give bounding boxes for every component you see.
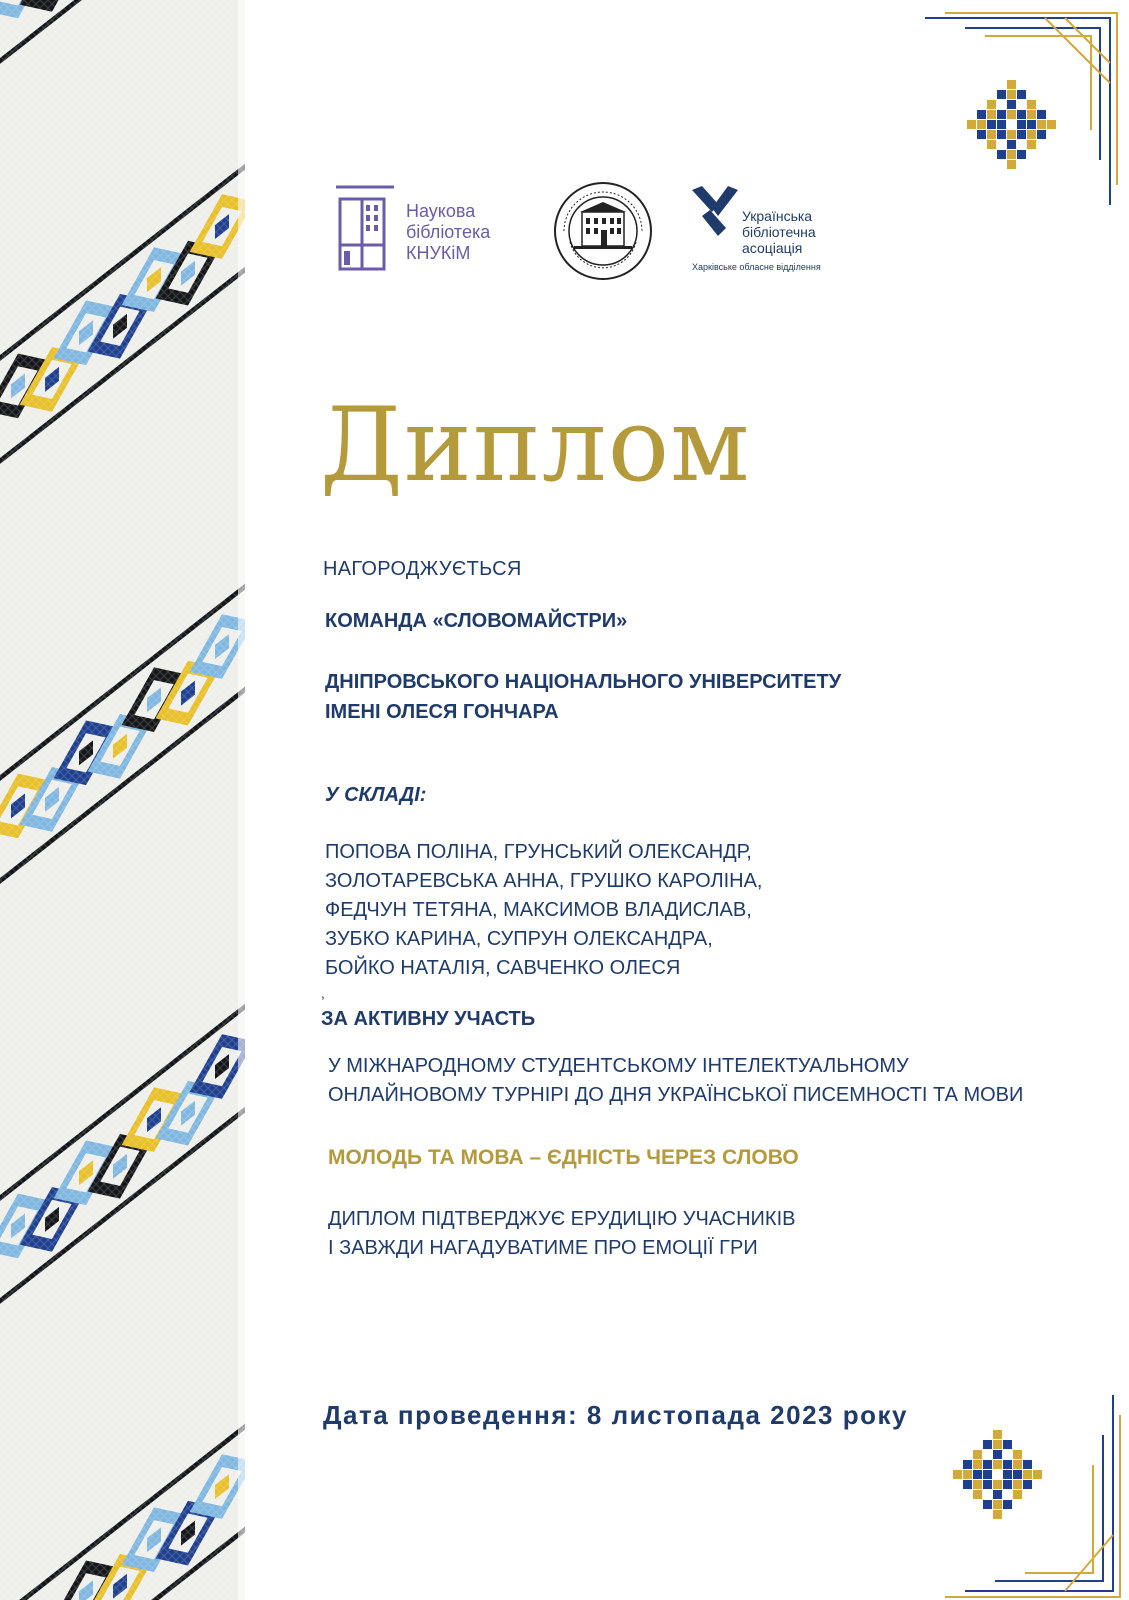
university-line-2: ІМЕНІ ОЛЕСЯ ГОНЧАРА (325, 701, 559, 723)
university-name (325, 667, 841, 727)
knukim-logo-icon (334, 185, 398, 273)
uba-subtitle: Харківське обласне відділення (692, 262, 821, 272)
corner-ornament-bottom-right (945, 1395, 1125, 1600)
knukim-line-3: КНУКіМ (406, 243, 471, 263)
knukim-line-1: Наукова (406, 201, 476, 221)
award-label: НАГОРОДЖУЄТЬСЯ (323, 558, 522, 580)
event-line-2: ОНЛАЙНОВОМУ ТУРНІРІ ДО ДНЯ УКРАЇНСЬКОЇ ПИСЕМНОСТІ ТА МОВИ (328, 1084, 1024, 1106)
confirmation-text (328, 1205, 795, 1263)
uba-logo-icon (692, 186, 740, 238)
event-line-1: У МІЖНАРОДНОМУ СТУДЕНТСЬКОМУ ІНТЕЛЕКТУАЛЬНОМУ (328, 1055, 909, 1077)
uba-logo (692, 186, 852, 276)
members-line-2: ЗОЛОТАРЕВСЬКА АННА, ГРУШКО КАРОЛІНА, (325, 870, 763, 892)
event-slogan: МОЛОДЬ ТА МОВА – ЄДНІСТЬ ЧЕРЕЗ СЛОВО (328, 1146, 799, 1169)
for-participation-label: ЗА АКТИВНУ УЧАСТЬ (321, 1008, 536, 1030)
event-date: Дата проведення: 8 листопада 2023 року (323, 1400, 908, 1430)
library-seal-icon (552, 180, 654, 282)
members-line-3: ФЕДЧУН ТЕТЯНА, МАКСИМОВ ВЛАДИСЛАВ, (325, 899, 752, 921)
members-line-4: ЗУБКО КАРИНА, СУПРУН ОЛЕКСАНДРА, (325, 928, 713, 950)
confirmation-line-1: ДИПЛОМ ПІДТВЕРДЖУЄ ЕРУДИЦІЮ УЧАСНИКІВ (328, 1208, 796, 1230)
uba-line-1: Українська (742, 208, 813, 224)
composition-label: У СКЛАДІ: (325, 784, 427, 806)
library-seal-logo (552, 180, 654, 282)
uba-line-3: асоціація (742, 240, 803, 256)
diploma-title: Диплом (320, 386, 751, 505)
corner-ornament-top-right (925, 10, 1125, 220)
stray-comma: , (321, 985, 325, 1001)
event-description (328, 1052, 1023, 1110)
university-line-1: ДНІПРОВСЬКОГО НАЦІОНАЛЬНОГО УНІВЕРСИТЕТУ (325, 671, 842, 693)
team-name: КОМАНДА «СЛОВОМАЙСТРИ» (325, 610, 628, 632)
embroidery-panel (0, 0, 245, 1600)
members-list (325, 838, 762, 983)
members-line-5: БОЙКО НАТАЛІЯ, САВЧЕНКО ОЛЕСЯ (325, 957, 681, 979)
members-line-1: ПОПОВА ПОЛІНА, ГРУНСЬКИЙ ОЛЕКСАНДР, (325, 841, 752, 863)
knukim-logo (334, 183, 524, 275)
knukim-line-2: бібліотека (406, 222, 491, 242)
confirmation-line-2: І ЗАВЖДИ НАГАДУВАТИМЕ ПРО ЕМОЦІЇ ГРИ (328, 1237, 758, 1259)
uba-line-2: бібліотечна (742, 224, 816, 240)
